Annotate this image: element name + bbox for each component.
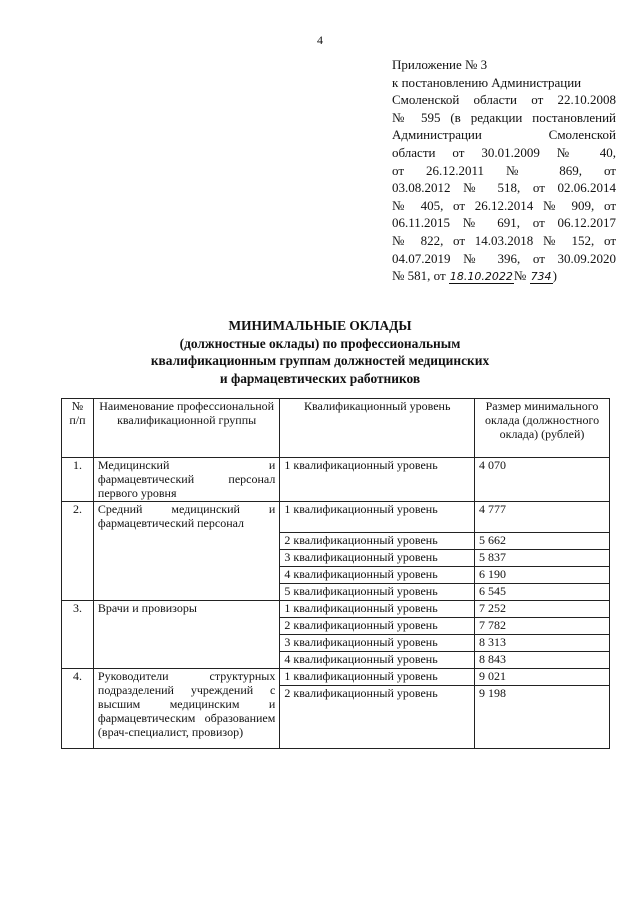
annex-line: к постановлению Администрации (392, 74, 582, 90)
handwritten-number: 734 (530, 270, 552, 284)
annex-line: 04.07.2019 № 396, от 30.09.2020 (392, 250, 616, 266)
salary-value: 8 843 (475, 652, 610, 669)
group-name: Руководители структурных подразделений учреждений с высшим медицинским и фармацевтическим образованием (врач-специалист, провизор) (93, 669, 279, 749)
table-row (62, 601, 610, 618)
salary-value: 9 198 (475, 686, 610, 749)
header-num: № п/п (62, 399, 94, 458)
table-row (62, 502, 610, 533)
header-level: Квалификационный уровень (280, 399, 475, 458)
annex-line: Смоленской области от 22.10.2008 (392, 92, 616, 108)
annex-line: 03.08.2012 № 518, от 02.06.2014 (392, 180, 616, 196)
annex-last-line (392, 267, 616, 286)
salary-value: 6 545 (475, 584, 610, 601)
qualification-level: 1 квалификационный уровень (280, 458, 475, 502)
annex-line: от 26.12.2011 № 869, от (392, 162, 616, 178)
group-num: 1. (62, 458, 94, 502)
title-line: и фармацевтических работников (219, 370, 421, 386)
salary-value: 8 313 (475, 635, 610, 652)
qualification-level: 4 квалификационный уровень (280, 567, 475, 584)
salary-value: 5 662 (475, 533, 610, 550)
handwritten-no-sign: № (513, 268, 527, 284)
table-header-row (62, 399, 610, 458)
annex-line: № 822, от 14.03.2018 № 152, от (392, 232, 616, 248)
annex-line: Приложение № 3 (392, 57, 488, 72)
page-number: 4 (317, 33, 323, 47)
table-row (62, 458, 610, 502)
annex-line: № 595 (в редакции постановлений (392, 109, 616, 125)
group-name: Медицинский и фармацевтический персонал первого уровня (93, 458, 279, 502)
annex-reference (392, 56, 616, 286)
group-name: Врачи и провизоры (93, 601, 279, 669)
salary-table (61, 398, 610, 749)
title-line: (должностные оклады) по профессиональным (179, 335, 461, 351)
qualification-level: 1 квалификационный уровень (280, 502, 475, 533)
qualification-level: 3 квалификационный уровень (280, 635, 475, 652)
group-name: Средний медицинский и фармацевтический персонал (93, 502, 279, 601)
qualification-level: 4 квалификационный уровень (280, 652, 475, 669)
qualification-level: 2 квалификационный уровень (280, 618, 475, 635)
annex-last-prefix: № 581, от (392, 268, 446, 284)
salary-value: 7 252 (475, 601, 610, 618)
qualification-level: 3 квалификационный уровень (280, 550, 475, 567)
annex-line: 06.11.2015 № 691, от 06.12.2017 (392, 215, 616, 231)
group-num: 2. (62, 502, 94, 601)
salary-value: 4 777 (475, 502, 610, 533)
title-line: квалификационным группам должностей медицинских (150, 353, 490, 368)
salary-value: 5 837 (475, 550, 610, 567)
annex-line: № 405, от 26.12.2014 № 909, от (392, 197, 616, 213)
qualification-level: 1 квалификационный уровень (280, 601, 475, 618)
salary-value: 7 782 (475, 618, 610, 635)
title-line: МИНИМАЛЬНЫЕ ОКЛАДЫ (228, 318, 412, 333)
table-row (62, 669, 610, 686)
group-num: 4. (62, 669, 94, 749)
qualification-level: 2 квалификационный уровень (280, 686, 475, 749)
salary-value: 9 021 (475, 669, 610, 686)
header-size: Размер минимального оклада (должностного оклада) (рублей) (475, 399, 610, 458)
group-num: 3. (62, 601, 94, 669)
handwritten-date: 18.10.2022 (449, 270, 513, 284)
qualification-level: 5 квалификационный уровень (280, 584, 475, 601)
document-title (0, 317, 640, 387)
salary-value: 6 190 (475, 567, 610, 584)
annex-closing: ) (552, 268, 557, 284)
salary-value: 4 070 (475, 458, 610, 502)
annex-line: области от 30.01.2009 № 40, (392, 144, 616, 160)
header-name: Наименование профессиональной квалификационной группы (93, 399, 279, 458)
qualification-level: 1 квалификационный уровень (280, 669, 475, 686)
annex-line: Администрации Смоленской (392, 127, 616, 143)
qualification-level: 2 квалификационный уровень (280, 533, 475, 550)
